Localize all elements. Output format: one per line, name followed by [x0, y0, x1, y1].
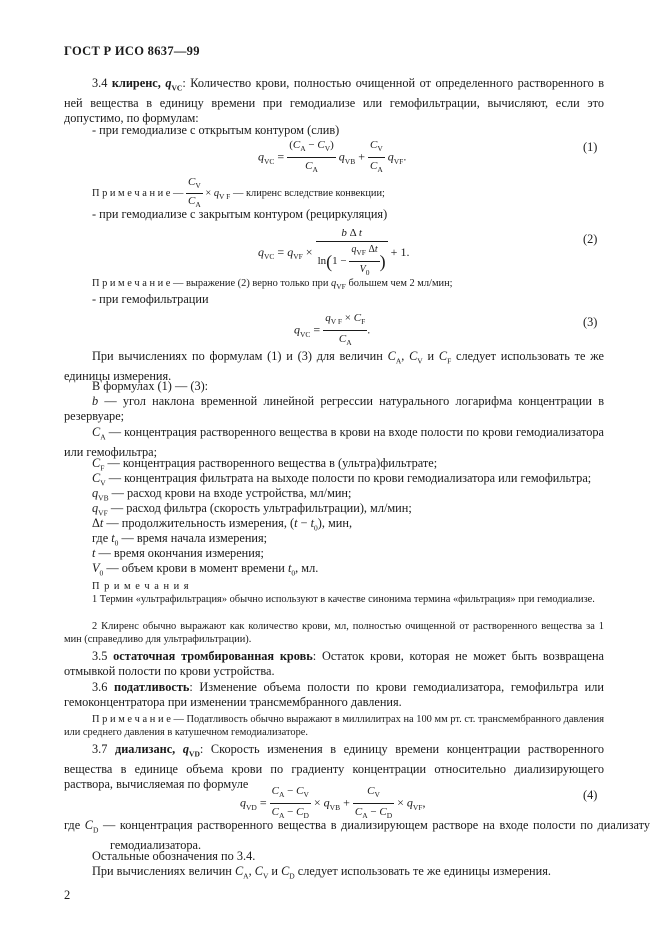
equation-3: $q_{VC}$ = $\frac{q_{V F} \times C_F}{C_A}$ .	[294, 312, 371, 348]
definition-t: t — время окончания измерения;	[92, 546, 264, 560]
definition-ca: $C_A$ — концентрация растворенного вещества в крови на входе полости по крови гемодиализатора или гемофильтра;	[64, 425, 604, 459]
note-compliance: П р и м е ч а н и е — Податливость обычно выражают в миллилитрах на 100 мм рт. ст. трансмембранного давления или среднего давления в катушечном гемодиализаторе.	[64, 714, 604, 738]
note-convection: П р и м е ч а н и е — $\frac{C_V}{C_A}$ × $q_{V F}$ — клиренс вследствие конвекции;	[92, 176, 385, 210]
units-statement-4: При вычислениях величин $C_A$, $C_V$ и $C_D$ следует использовать те же единицы измерения.	[92, 864, 551, 881]
section-text: : Количество крови, полностью очищенной от определенного растворенного в ней вещества в единицу времени при гемодиализе или гемофильтрации, вычисляют, если это допустимо, по формулам:	[64, 76, 604, 125]
term-dialysance: диализанс,	[115, 742, 176, 756]
term-residual-blood: остаточная тромбированная кровь	[113, 649, 313, 663]
section-3-5: 3.5 остаточная тромбированная кровь: Остаток крови, которая не может быть возвращена отмывкой полости по крови устройства.	[64, 649, 605, 679]
equation-1: $q_{VC}$ = $\frac{(C_A - C_V)}{C_A}$ $q_{VB}$ + $\frac{C_V}{C_A}$ $q_{VF}$.	[258, 139, 407, 175]
term-clearance: клиренс,	[111, 76, 161, 90]
equation-number-2: (2)	[583, 232, 598, 246]
document-header: ГОСТ Р ИСО 8637—99	[64, 44, 200, 58]
section-3-7: 3.7 диализанс, $q_{VD}$: Скорость изменения в единицу времени концентрации растворенного вещества в единице объема крови по градиенту концентрации относительно диализирующего раствора, вычисляемая по формуле	[64, 742, 605, 791]
section-number: 3.4	[92, 76, 108, 90]
units-statement: При вычислениях по формулам (1) и (3) для величин $C_A$, $C_V$ и $C_F$ следует использовать те же единицы измерения.	[64, 349, 604, 383]
note-1: 1 Термин «ультрафильтрация» обычно используют в качестве синонима термина «фильтрация» при гемодиализе.	[92, 594, 595, 605]
notes-heading: П р и м е ч а н и я	[92, 581, 190, 592]
definition-qvb: $q_{VB}$ — расход крови на входе устройства, мл/мин;	[92, 486, 352, 503]
list-item-hemofiltration: - при гемофильтрации	[92, 292, 209, 306]
note-expression-2: П р и м е ч а н и е — выражение (2) верно только при $q_{VF}$ большем чем 2 мл/мин;	[92, 278, 453, 292]
page-number: 2	[64, 888, 71, 902]
section-3-6: 3.6 податливость: Изменение объема полости по крови гемодиализатора, гемофильтра или гемоконцентратора при изменении трансмембранного давления.	[64, 680, 604, 710]
list-item-closed-circuit: - при гемодиализе с закрытым контуром (рециркуляция)	[92, 207, 388, 221]
equation-number-1: (1)	[583, 140, 598, 154]
section-3-4: 3.4 клиренс, $q_{VC}$: Количество крови, полностью очищенной от определенного растворенного в ней вещества в единицу времени при гемодиализе или гемофильтрации, вычисляют, если это допустимо, по формулам:	[64, 76, 604, 125]
definition-t0: где $t_0$ — время начала измерения;	[92, 531, 268, 548]
definition-v0: $V_0$ — объем крови в момент времени $t_0$, мл.	[92, 561, 319, 578]
term-compliance: податливость	[114, 680, 190, 694]
definition-b: b — угол наклона временной линейной регрессии натурального логарифма концентрации в резервуаре;	[64, 394, 605, 424]
equation-2: $q_{VC} = q_{VF}$ × b Δ t ln(1 − $\frac{q_{VF} \Delta t}{V_0}$ ) + 1.	[258, 227, 410, 277]
definition-cv: $C_V$ — концентрация фильтрата на выходе полости по крови гемодиализатора или гемофильтра;	[92, 471, 592, 488]
equation-number-4: (4)	[583, 788, 598, 802]
equation-4: $q_{VD}$ = $\frac{C_A - C_V}{C_A - C_D}$ × $q_{VB}$ + $\frac{C_V}{C_A - C_D}$ × $q_{VF}$,	[240, 785, 426, 821]
formula-legend-intro: В формулах (1) — (3):	[92, 379, 209, 393]
note-2: 2 Клиренс обычно выражают как количество крови, мл, полностью очищенной от растворенного вещества за 1 мин (справедливо для ультрафильтрации).	[64, 621, 604, 645]
list-item-open-circuit: - при гемодиализе с открытым контуром (слив)	[92, 123, 340, 137]
definition-qvf: $q_{VF}$ — расход фильтра (скорость ультрафильтрации), мл/мин;	[92, 501, 412, 518]
equation-number-3: (3)	[583, 315, 598, 329]
definition-cd: где $C_D$ — концентрация растворенного вещества в диализирующем растворе на входе полости по диализату гемодиализатора.	[64, 818, 650, 852]
definition-cf: $C_F$ — концентрация растворенного вещества в (ультра)фильтрате;	[92, 456, 438, 473]
other-notation: Остальные обозначения по 3.4.	[92, 849, 256, 863]
definition-delta-t: Δt — продолжительность измерения, $(t - t_0)$, мин,	[92, 516, 353, 533]
